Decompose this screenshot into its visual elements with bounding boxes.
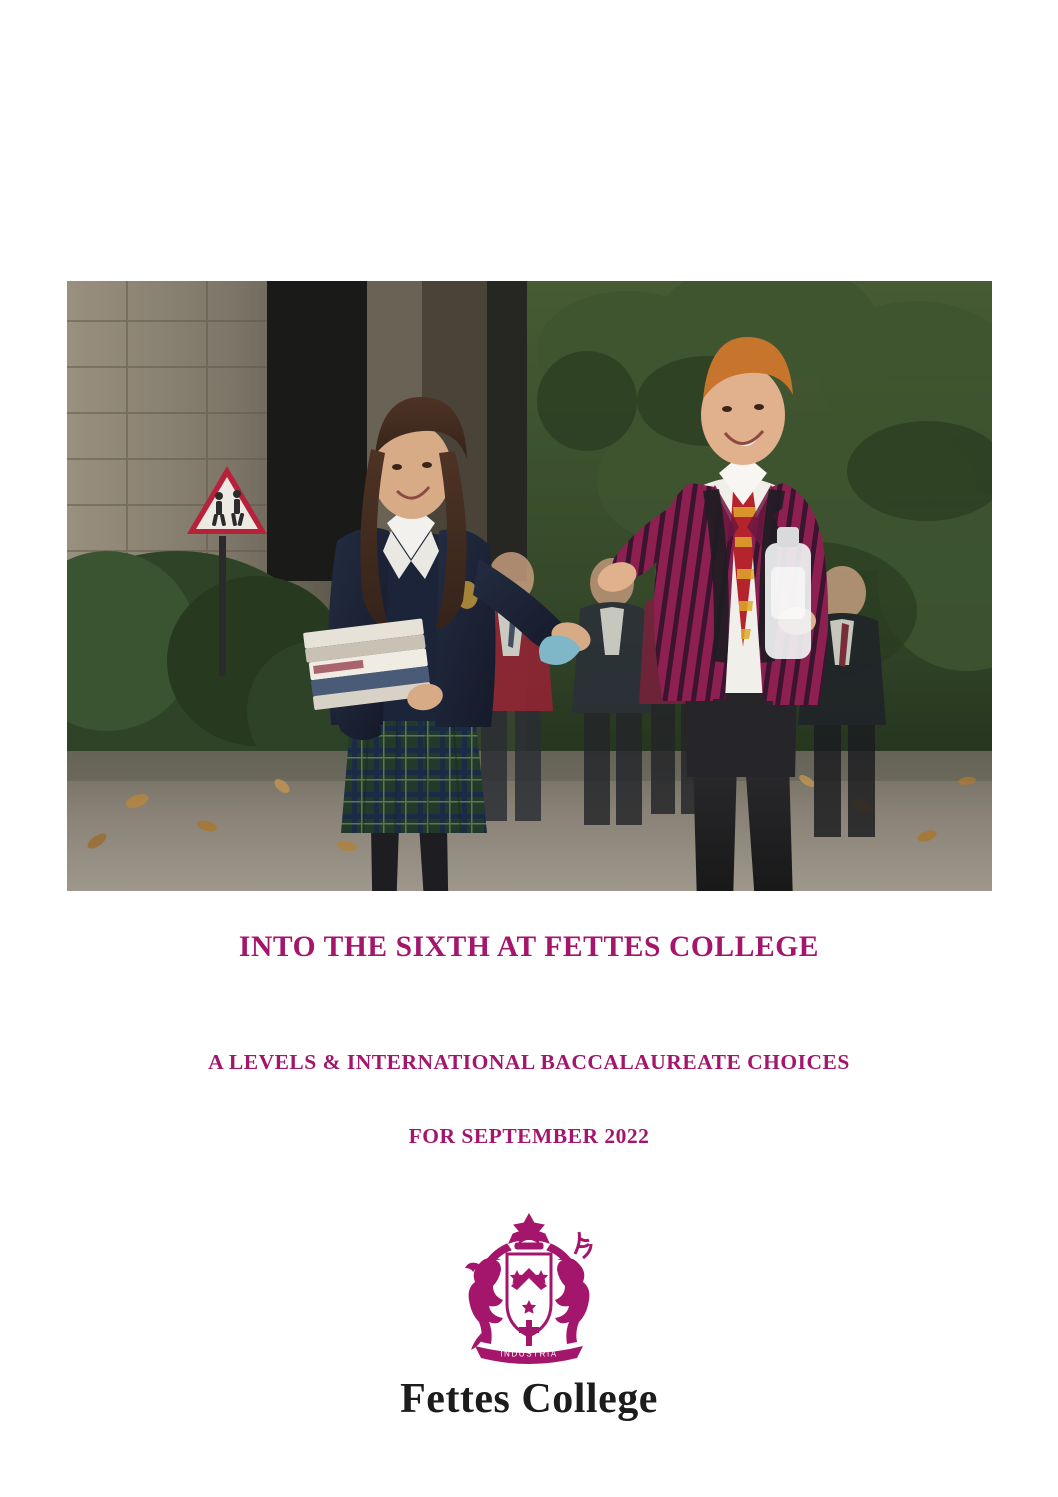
page-title: INTO THE SIXTH AT FETTES COLLEGE — [238, 931, 820, 963]
crest-container — [0, 1208, 1058, 1373]
fettes-college-wordmark: Fettes College — [400, 1376, 658, 1422]
cover-photograph — [67, 281, 992, 891]
subtitle-courses: A LEVELS & INTERNATIONAL BACCALAUREATE CHOICES — [208, 1050, 850, 1075]
subtitle-date: FOR SEPTEMBER 2022 — [408, 1124, 650, 1149]
crest-motto-text: INDUSTRIA — [500, 1349, 558, 1359]
fettes-college-crest-icon — [429, 1208, 629, 1368]
cover-photograph-image — [67, 281, 992, 891]
title-block — [0, 930, 1058, 1151]
